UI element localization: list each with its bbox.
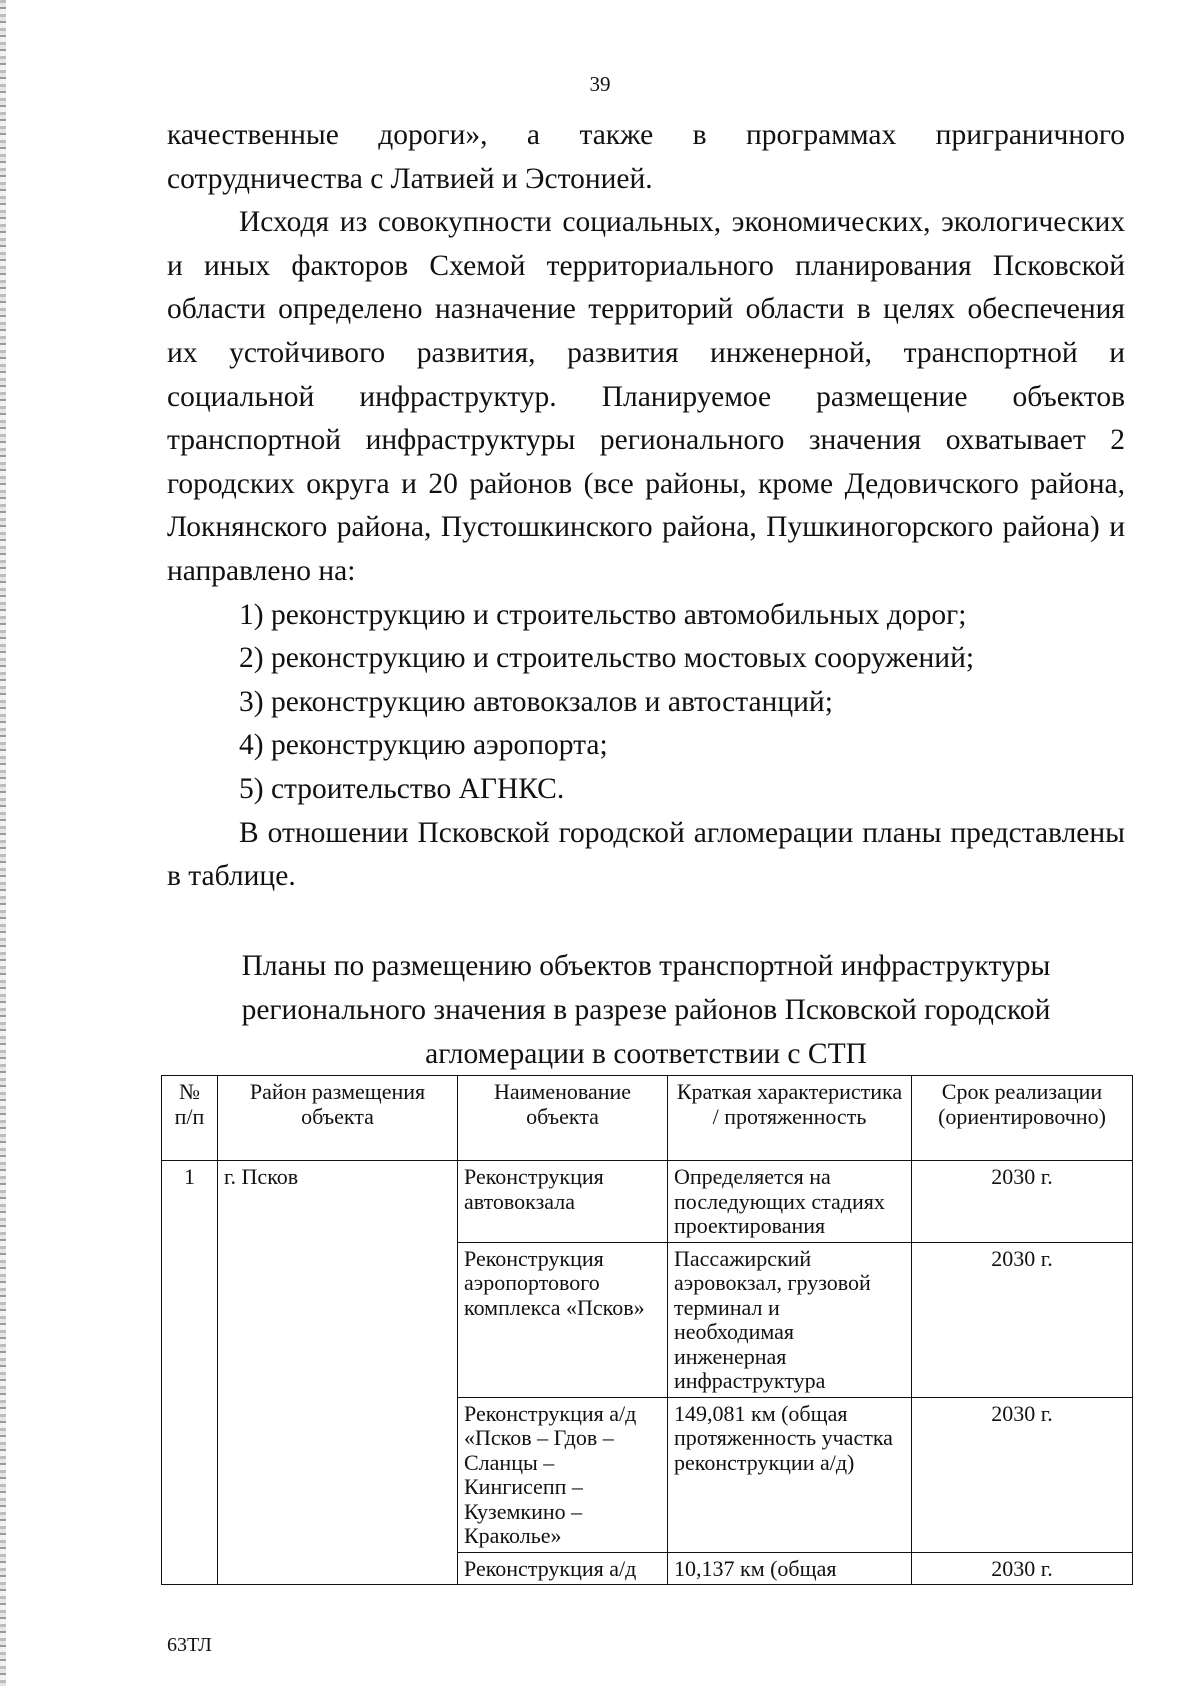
cell-deadline: 2030 г. <box>912 1242 1133 1397</box>
cell-name: Реконструкция а/д «Псков – Гдов – Сланцы – Кингисепп – Куземкино – Краколье» <box>458 1397 668 1552</box>
list-item: 3) реконструкцию автовокзалов и автостанций; <box>239 685 833 718</box>
header-district: Район размещения объекта <box>218 1076 458 1161</box>
table-header-row <box>162 1076 1133 1161</box>
list-item: 1) реконструкцию и строительство автомобильных дорог; <box>239 598 967 631</box>
header-name: Наименование объекта <box>458 1076 668 1161</box>
table-row <box>162 1161 1133 1243</box>
list-item: 2) реконструкцию и строительство мостовых сооружений; <box>239 642 975 675</box>
cell-description: 149,081 км (общая протяженность участка реконструкции а/д) <box>668 1397 912 1552</box>
table-title-line: агломерации в соответствии с СТП <box>425 1038 867 1070</box>
scan-edge <box>0 0 6 1686</box>
paragraph-2: Исходя из совокупности социальных, экономических, экологических и иных факторов Схемой территориального планирования Псковской области определено назначение территорий области в целях обеспечения их устойчивого развития, развития инженерной, транспортной и социальной инфраструктур. Планируемое размещение объектов транспортной инфраструктуры регионального значения охватывает 2 городских округа и 20 районов (все районы, кроме Дедовичского района, Локнянского района, Пустошкинского района, Пушкиногорского района) и направлено на: <box>167 206 1125 587</box>
header-deadline: Срок реализации (ориентировочно) <box>912 1076 1133 1161</box>
table-title-line: Планы по размещению объектов транспортной инфраструктуры <box>241 950 1051 982</box>
paragraph-3: В отношении Псковской городской агломерации планы представлены в таблице. <box>167 816 1125 893</box>
plans-table <box>161 1075 1133 1585</box>
cell-description: Определяется на последующих стадиях проектирования <box>668 1161 912 1243</box>
table-title-line: регионального значения в разрезе районов Псковской городской <box>241 994 1051 1026</box>
page-number: 39 <box>589 72 611 96</box>
cell-description: Пассажирский аэровокзал, грузовой терминал и необходимая инженерная инфраструктура <box>668 1242 912 1397</box>
list-item: 4) реконструкцию аэропорта; <box>239 729 608 762</box>
list-item: 5) строительство АГНКС. <box>239 772 565 805</box>
body-text <box>167 114 1125 899</box>
cell-name: Реконструкция а/д <box>458 1552 668 1585</box>
paragraph-1: качественные дороги», а также в программах приграничного сотрудничества с Латвией и Эстонией. <box>167 119 1125 195</box>
header-description: Краткая характеристика / протяженность <box>668 1076 912 1161</box>
table-title <box>167 944 1125 1076</box>
cell-num: 1 <box>162 1161 218 1585</box>
cell-name: Реконструкция аэропортового комплекса «Псков» <box>458 1242 668 1397</box>
cell-deadline: 2030 г. <box>912 1161 1133 1243</box>
header-num: № п/п <box>162 1076 218 1161</box>
footer-code: 63ТЛ <box>167 1634 212 1656</box>
cell-district: г. Псков <box>218 1161 458 1585</box>
cell-deadline: 2030 г. <box>912 1397 1133 1552</box>
cell-description: 10,137 км (общая <box>668 1552 912 1585</box>
cell-deadline: 2030 г. <box>912 1552 1133 1585</box>
cell-name: Реконструкция автовокзала <box>458 1161 668 1243</box>
